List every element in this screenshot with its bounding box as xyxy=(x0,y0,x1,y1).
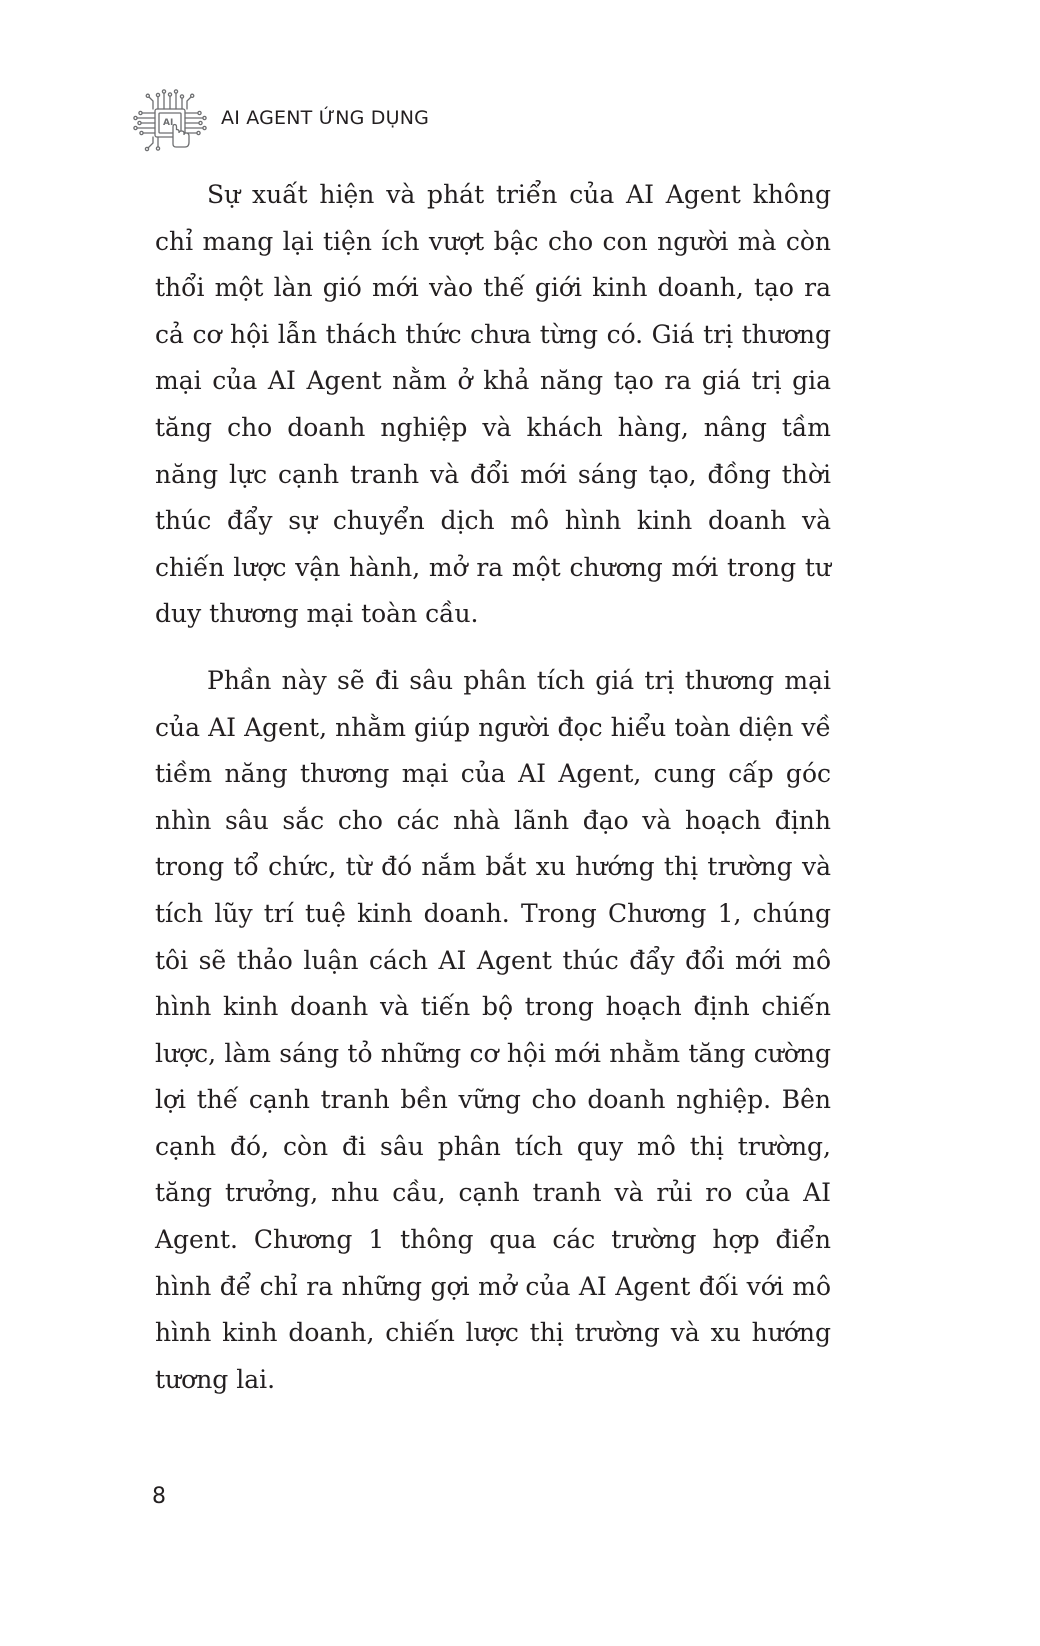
running-title: AI AGENT ỨNG DỤNG xyxy=(221,107,430,129)
paragraph-1: Sự xuất hiện và phát triển của AI Agent không chỉ mang lại tiện ích vượt bậc cho con người mà còn thổi một làn gió mới vào thế giới kinh doanh, tạo ra cả cơ hội lẫn thách thức chưa từng có. Giá trị thương mại của AI Agent nằm ở khả năng tạo ra giá trị gia tăng cho doanh nghiệp và khách hàng, nâng tầm năng lực cạnh tranh và đổi mới sáng tạo, đồng thời thúc đẩy sự chuyển dịch mô hình kinh doanh và chiến lược vận hành, mở ra một chương mới trong tư duy thương mại toàn cầu. xyxy=(155,180,831,629)
paragraph-2: Phần này sẽ đi sâu phân tích giá trị thương mại của AI Agent, nhằm giúp người đọc hiểu toàn diện về tiềm năng thương mại của AI Agent, cung cấp góc nhìn sâu sắc cho các nhà lãnh đạo và hoạch định trong tổ chức, từ đó nắm bắt xu hướng thị trường và tích lũy trí tuệ kinh doanh. Trong Chương 1, chúng tôi sẽ thảo luận cách AI Agent thúc đẩy đổi mới mô hình kinh doanh và tiến bộ trong hoạch định chiến lược, làm sáng tỏ những cơ hội mới nhằm tăng cường lợi thế cạnh tranh bền vững cho doanh nghiệp. Bên cạnh đó, còn đi sâu phân tích quy mô thị trường, tăng trưởng, nhu cầu, cạnh tranh và rủi ro của AI Agent. Chương 1 thông qua các trường hợp điển hình để chỉ ra những gợi mở của AI Agent đối với mô hình kinh doanh, chiến lược thị trường và xu hướng tương lai. xyxy=(155,665,831,1394)
page-number: 8 xyxy=(152,1484,166,1509)
running-header xyxy=(133,84,429,164)
ai-chip-hand-icon xyxy=(133,87,207,161)
body-text xyxy=(155,172,831,1403)
logo-text: AI xyxy=(163,118,174,128)
